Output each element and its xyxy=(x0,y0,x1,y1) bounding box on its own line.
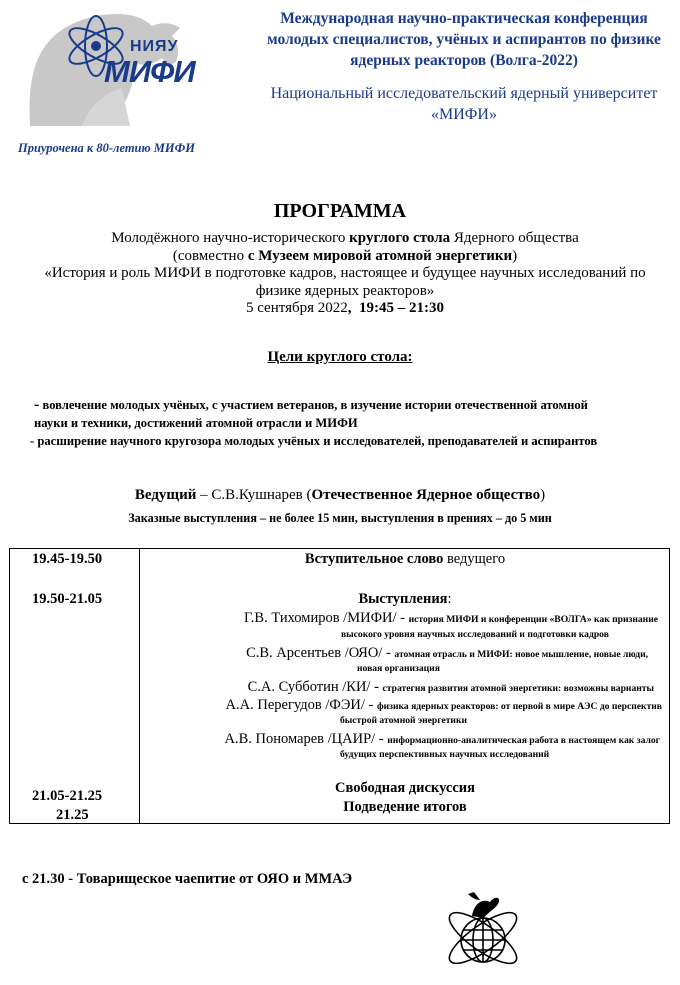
speaker-name: Г.В. Тихомиров /МИФИ/ - xyxy=(244,610,409,626)
speaker-1-topic-cont: высокого уровня научных исследований и подготовки кадров xyxy=(341,629,609,640)
mephi-logo xyxy=(22,8,252,128)
university-name: Национальный исследовательский ядерный университет «МИФИ» xyxy=(270,85,658,123)
sub-line2-a: (совместно xyxy=(172,247,248,264)
goals-heading: Цели круглого стола: xyxy=(267,349,413,365)
speaker-2 xyxy=(246,645,648,662)
program-subtitle: Молодёжного научно-исторического круглого стола Ядерного общества (совместно с Музеем мировой атомной энергетики) «История и роль МИФИ в подготовке кадров, настоящее и будущее научных исследований по физике ядерных реакторов» 5 сентября 2022, 19:45 – 21:30 xyxy=(40,230,650,318)
speaker-4 xyxy=(226,697,662,714)
sub-line1-b: круглого стола xyxy=(349,230,451,246)
program-date: 5 сентября 2022 xyxy=(245,300,348,316)
speaker-name: А.А. Перегудов /ФЭИ/ - xyxy=(225,697,377,713)
logo-text-small: НИЯУ xyxy=(130,38,179,55)
row1-text xyxy=(140,551,670,568)
speaker-name: А.В. Пономарев /ЦАИР/ - xyxy=(224,731,388,747)
goal-item-1 xyxy=(34,396,674,432)
program-title: ПРОГРАММА xyxy=(273,200,407,222)
summary: Подведение итогов xyxy=(343,799,467,815)
speaker-2-topic-cont: новая организация xyxy=(357,663,440,674)
goal-item-2: - расширение научного кругозора молодых учёных и исследователей, преподавателей и аспирантов xyxy=(30,434,598,448)
discussion: Свободная дискуссия xyxy=(335,780,475,796)
row1-rest: ведущего xyxy=(443,551,506,567)
program-time: 19:45 – 21:30 xyxy=(359,300,445,316)
host-org: Отечественное Ядерное общество xyxy=(311,487,541,503)
dedication: Приурочена к 80-летию МИФИ xyxy=(18,141,195,155)
sub-line1-a: Молодёжного научно-исторического xyxy=(111,230,350,246)
time-2: 19.50-21.05 xyxy=(32,591,103,607)
speaker-topic: история МИФИ и конференции «ВОЛГА» как признание xyxy=(408,614,658,625)
tea-party: с 21.30 - Товарищеское чаепитие от ОЯО и ММАЭ xyxy=(22,871,353,887)
speaker-1 xyxy=(244,610,658,627)
speaker-topic: атомная отрасль и МИФИ: новое мышление, новые люди, xyxy=(394,649,648,660)
time-3: 21.05-21.25 xyxy=(32,788,103,804)
logo-text-big: МИФИ xyxy=(104,54,195,89)
nuclear-society-emblem xyxy=(438,888,528,980)
host-name: С.В.Кушнарев xyxy=(211,487,303,503)
host-dash: – xyxy=(196,487,212,503)
sub-line1-c: Ядерного общества xyxy=(450,230,579,246)
sub-line3: «История и роль МИФИ в подготовке кадров, настоящее и будущее научных исследований по физике ядерных реакторов» xyxy=(44,265,646,299)
speaker-topic: стратегия развития атомной энергетики: возможны варианты xyxy=(382,683,654,694)
goal-1-line2: науки и техники, достижений атомной отрасли и МИФИ xyxy=(34,416,358,430)
sub-line2-c: ) xyxy=(512,247,518,264)
speaker-topic: физика ядерных реакторов: от первой в мире АЭС до перспектив xyxy=(376,701,662,712)
host-line: Ведущий – С.В.Кушнарев (Отечественное Ядерное общество) xyxy=(134,487,546,503)
talks-heading: Выступления xyxy=(358,591,448,607)
talk-limits: Заказные выступления – не более 15 мин, выступления в прениях – до 5 мин xyxy=(128,511,552,525)
speaker-topic: информационно-аналитическая работа в настоящем как залог xyxy=(387,735,660,746)
host-label: Ведущий xyxy=(134,487,197,503)
row1-bold: Вступительное слово xyxy=(304,551,444,567)
sub-line2-b: с Музеем мировой атомной энергетики xyxy=(247,247,513,264)
conference-title: Международная научно-практическая конференция молодых специалистов, учёных и аспирантов по физике ядерных реакторов (Волга-2022) xyxy=(267,10,661,69)
speaker-5 xyxy=(225,731,661,748)
time-1: 19.45-19.50 xyxy=(32,551,103,567)
time-4: 21.25 xyxy=(56,807,89,823)
speaker-4-topic-cont: быстрой атомной энергетики xyxy=(340,715,468,726)
speaker-3 xyxy=(248,679,654,696)
goal-1-line1: вовлечение молодых учёных, с участием ветеранов, в изучение истории отечественной атомной xyxy=(42,398,588,412)
row2-heading: Выступления: xyxy=(358,591,452,607)
speaker-5-topic-cont: будущих перспективных научных исследований xyxy=(340,749,550,760)
speaker-name: С.В. Арсентьев /ОЯО/ - xyxy=(246,645,395,661)
speaker-name: С.А. Субботин /КИ/ - xyxy=(247,679,383,695)
goal-dash: - xyxy=(34,396,40,413)
